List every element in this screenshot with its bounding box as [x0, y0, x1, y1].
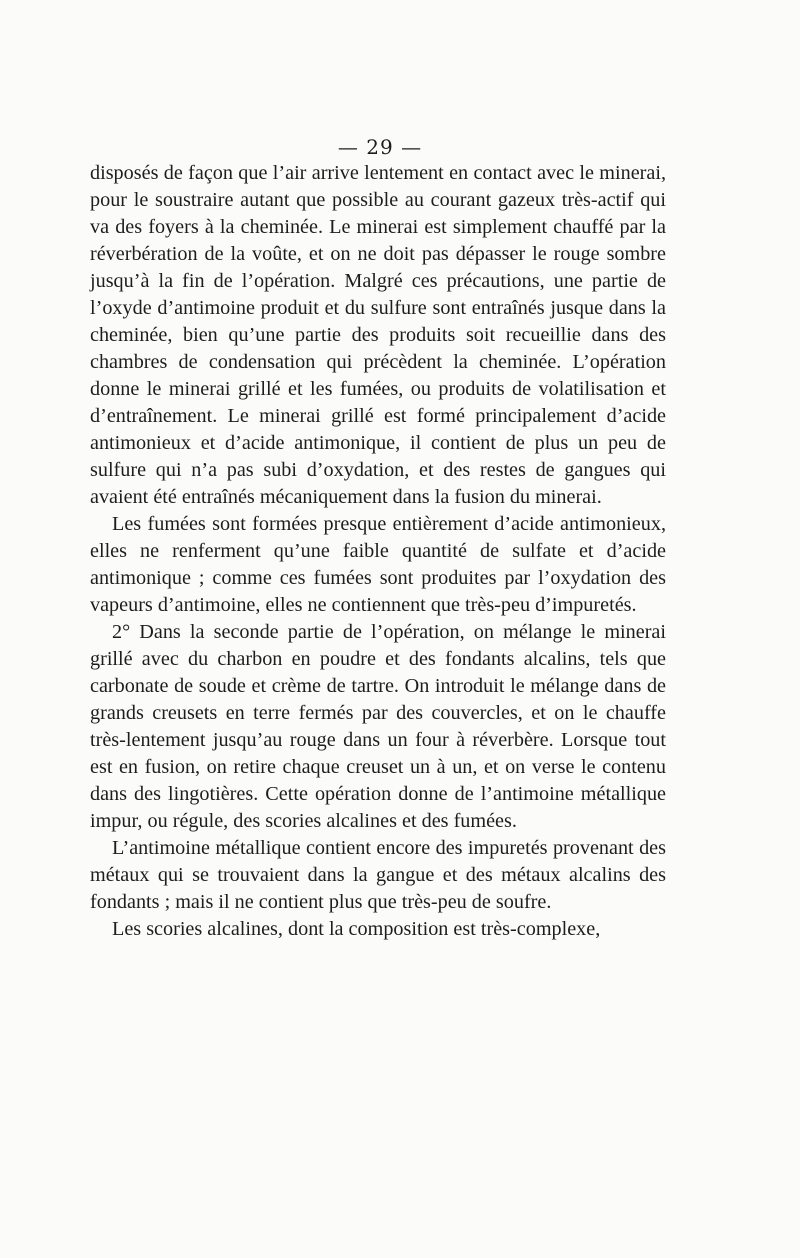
paragraph: L’antimoine métallique contient encore des impuretés provenant des métaux qui se trouvaient dans la gangue et des métaux alcalins des fondants ; mais il ne contient plus que très-peu de soufre.	[90, 837, 666, 913]
paragraph: disposés de façon que l’air arrive lentement en contact avec le minerai, pour le soustraire autant que possible au courant gazeux très-actif qui va des foyers à la cheminée. Le minerai est simplement chauffé par la réverbération de la voûte, et on ne doit pas dépasser le rouge sombre jusqu’à la fin de l’opération. Malgré ces précautions, une partie de l’oxyde d’antimoine produit et du sulfure sont entraînés jusque dans la cheminée, bien qu’une partie des produits soit recueillie dans des chambres de condensation qui précèdent la cheminée. L’opération donne le minerai grillé et les fumées, ou produits de volatilisation et d’entraînement. Le minerai grillé est formé principalement d’acide antimonieux et d’acide antimonique, il contient de plus un peu de sulfure qui n’a pas subi d’oxydation, et des restes de gangues qui avaient été entraînés mécaniquement dans la fusion du minerai.	[90, 162, 666, 508]
paragraph: 2° Dans la seconde partie de l’opération, on mélange le minerai grillé avec du charbon en poudre et des fondants alcalins, tels que carbonate de soude et crème de tartre. On introduit le mélange dans de grands creusets en terre fermés par des couvercles, et on le chauffe très-lentement jusqu’au rouge dans un four à réverbère. Lorsque tout est en fusion, on retire chaque creuset un à un, et on verse le contenu dans des lingotières. Cette opération donne de l’antimoine métallique impur, ou régule, des scories alcalines et des fumées.	[90, 621, 666, 832]
paragraph: Les scories alcalines, dont la composition est très-complexe,	[112, 918, 601, 940]
page-number: — 29 —	[337, 135, 423, 159]
paragraph: Les fumées sont formées presque entièrement d’acide antimonieux, elles ne renferment qu’une faible quantité de sulfate et d’acide antimonique ; comme ces fumées sont produites par l’oxydation des vapeurs d’antimoine, elles ne contiennent que très-peu d’impuretés.	[90, 513, 666, 616]
body-text	[90, 160, 666, 943]
